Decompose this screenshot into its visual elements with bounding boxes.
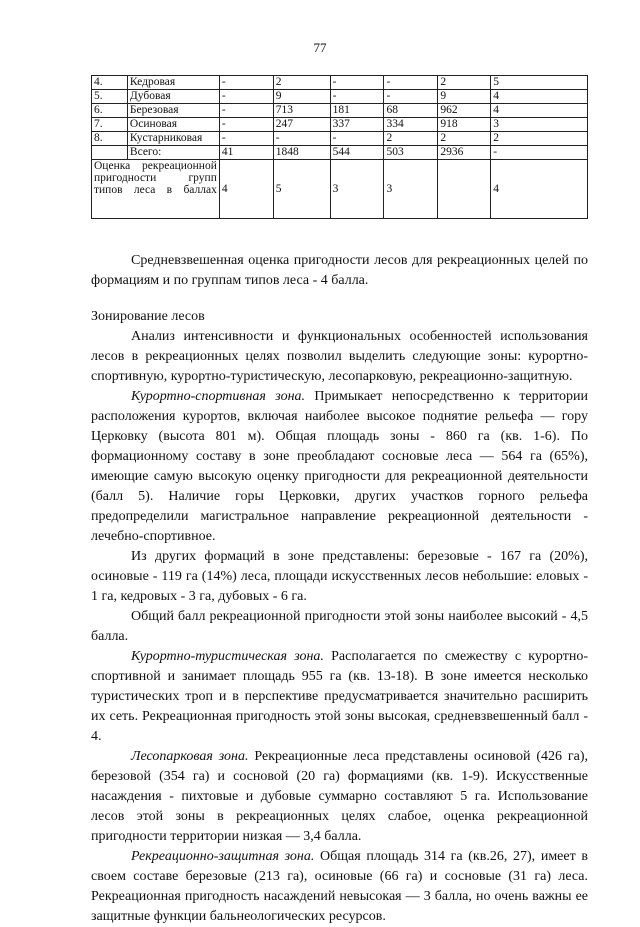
table-cell: 2936 bbox=[438, 146, 491, 160]
zone-paragraph bbox=[91, 747, 588, 847]
table-cell: 334 bbox=[384, 118, 438, 132]
intro-paragraph: Анализ интенсивности и функциональных особенностей использования лесов в рекреационных целях позволил выделить следующие зоны: курортно-спортивную, курортно-туристическую, лесопарковую, рекреационно-защитную. bbox=[91, 329, 588, 384]
summary-block bbox=[91, 251, 588, 291]
page-number: 77 bbox=[313, 40, 327, 55]
formation-name: Березовая bbox=[127, 104, 219, 118]
table-total-row bbox=[92, 146, 588, 160]
formation-name: Кустарниковая bbox=[127, 132, 219, 146]
forest-formations-table bbox=[91, 75, 588, 219]
row-number: 4. bbox=[92, 76, 128, 90]
zone-title: Курортно-туристическая зона. bbox=[131, 649, 324, 664]
zone-paragraph bbox=[91, 387, 588, 547]
table-cell: - bbox=[219, 104, 273, 118]
table-cell: 4 bbox=[491, 90, 588, 104]
zoning-section bbox=[91, 307, 588, 927]
table-row bbox=[92, 118, 588, 132]
zone-text: Располагается по смежеству с курортно-спортивной и занимает площадь 955 га (кв. 13-18). В зоне имеется несколько туристических троп и в перспективе предусматривается значительно расширить их сеть. Рекреационная пригодность этой зоны высокая, средневзвешенный балл - 4. bbox=[91, 649, 588, 744]
table-cell: 2 bbox=[491, 132, 588, 146]
table-cell: 544 bbox=[330, 146, 384, 160]
score-paragraph: Общий балл рекреационной пригодности этой зоны наиболее высокий - 4,5 балла. bbox=[91, 609, 588, 644]
table-cell: - bbox=[384, 76, 438, 90]
table-cell: 503 bbox=[384, 146, 438, 160]
table-cell: - bbox=[384, 90, 438, 104]
table-row bbox=[92, 76, 588, 90]
table-cell: 3 bbox=[491, 118, 588, 132]
table-cell: - bbox=[219, 118, 273, 132]
row-number: 7. bbox=[92, 118, 128, 132]
table-cell: 5 bbox=[273, 160, 330, 219]
summary-paragraph: Средневзвешенная оценка пригодности лесов для рекреационных целей по формациям и по группам типов леса - 4 балла. bbox=[91, 253, 588, 288]
table-cell: - bbox=[273, 132, 330, 146]
zone-title: Лесопарковая зона. bbox=[131, 749, 249, 764]
row-number bbox=[92, 146, 128, 160]
table-cell: - bbox=[219, 76, 273, 90]
table-row bbox=[92, 104, 588, 118]
table-cell: 4 bbox=[491, 160, 588, 219]
table-cell: 9 bbox=[438, 90, 491, 104]
table-row bbox=[92, 90, 588, 104]
table-cell: 3 bbox=[330, 160, 384, 219]
zone-paragraph bbox=[91, 847, 588, 927]
table-cell: 713 bbox=[273, 104, 330, 118]
table-cell: 181 bbox=[330, 104, 384, 118]
table-assessment-row bbox=[92, 160, 588, 219]
table-cell: 9 bbox=[273, 90, 330, 104]
table-cell: 5 bbox=[491, 76, 588, 90]
table-cell: - bbox=[219, 132, 273, 146]
other-formations-paragraph: Из других формаций в зоне представлены: березовые - 167 га (20%), осиновые - 119 га (14%) леса, площади искусственных лесов небольшие: еловых - 1 га, кедровых - 3 га, дубовых - 6 га. bbox=[91, 549, 588, 604]
table-cell: 2 bbox=[273, 76, 330, 90]
formation-name: Кедровая bbox=[127, 76, 219, 90]
zone-title: Рекреационно-защитная зона. bbox=[131, 849, 315, 864]
zone-text: Примыкает непосредственно к территории расположения курортов, включая наиболее высокое поднятие рельефа — гору Церковку (высота 801 м). Общая площадь зоны - 860 га (кв. 1-6). По формационному составу в зоне преобладают сосновые леса — 564 га (65%), имеющие самую высокую оценку пригодности для рекреационной деятельности (балл 5). Наличие горы Церковки, других участков горного рельефа предопределили магистральное направление рекреационной деятельности - лечебно-спортивное. bbox=[91, 389, 588, 544]
table-cell: 4 bbox=[491, 104, 588, 118]
table-cell: 41 bbox=[219, 146, 273, 160]
table-cell: 918 bbox=[438, 118, 491, 132]
table-cell: - bbox=[330, 76, 384, 90]
formation-name: Дубовая bbox=[127, 90, 219, 104]
table-cell: - bbox=[219, 90, 273, 104]
table-cell bbox=[438, 160, 491, 219]
zone-paragraph bbox=[91, 647, 588, 747]
table-cell: 3 bbox=[384, 160, 438, 219]
zone-title: Курортно-спортивная зона. bbox=[131, 389, 306, 404]
formation-name: Осиновая bbox=[127, 118, 219, 132]
table-cell: 2 bbox=[438, 132, 491, 146]
zone-text: Рекреационные леса представлены осиновой (426 га), березовой (354 га) и сосновой (20 га) формациями (кв. 1-9). Искусственные насаждения - пихтовые и дубовые суммарно составляют 5 га. Использование лесов этой зоны в рекреационных целях слабое, оценка рекреационной пригодности территории низкая — 3,4 балла. bbox=[91, 749, 589, 844]
table-cell: - bbox=[491, 146, 588, 160]
table-cell: - bbox=[330, 132, 384, 146]
row-number: 6. bbox=[92, 104, 128, 118]
table-row bbox=[92, 132, 588, 146]
zone-text: Общая площадь 314 га (кв.26, 27), имеет в своем составе березовые (213 га), осиновые (66 га) и сосновые (31 га) леса. Рекреационная пригодность насаждений невысокая — 3 балла, но очень важны ее защитные функции бальнеологических ресурсов. bbox=[91, 849, 588, 924]
table-cell: 337 bbox=[330, 118, 384, 132]
table-cell: 962 bbox=[438, 104, 491, 118]
table-cell: 1848 bbox=[273, 146, 330, 160]
row-number: 5. bbox=[92, 90, 128, 104]
table-cell: 2 bbox=[384, 132, 438, 146]
table-cell: 4 bbox=[219, 160, 273, 219]
table-cell: 2 bbox=[438, 76, 491, 90]
section-title: Зонирование лесов bbox=[91, 309, 205, 324]
assessment-label: Оценка рекреационной пригодности групп типов леса в баллах bbox=[92, 160, 220, 219]
row-number: 8. bbox=[92, 132, 128, 146]
table-cell: - bbox=[330, 90, 384, 104]
table-cell: 68 bbox=[384, 104, 438, 118]
table-cell: 247 bbox=[273, 118, 330, 132]
total-label: Всего: bbox=[127, 146, 219, 160]
